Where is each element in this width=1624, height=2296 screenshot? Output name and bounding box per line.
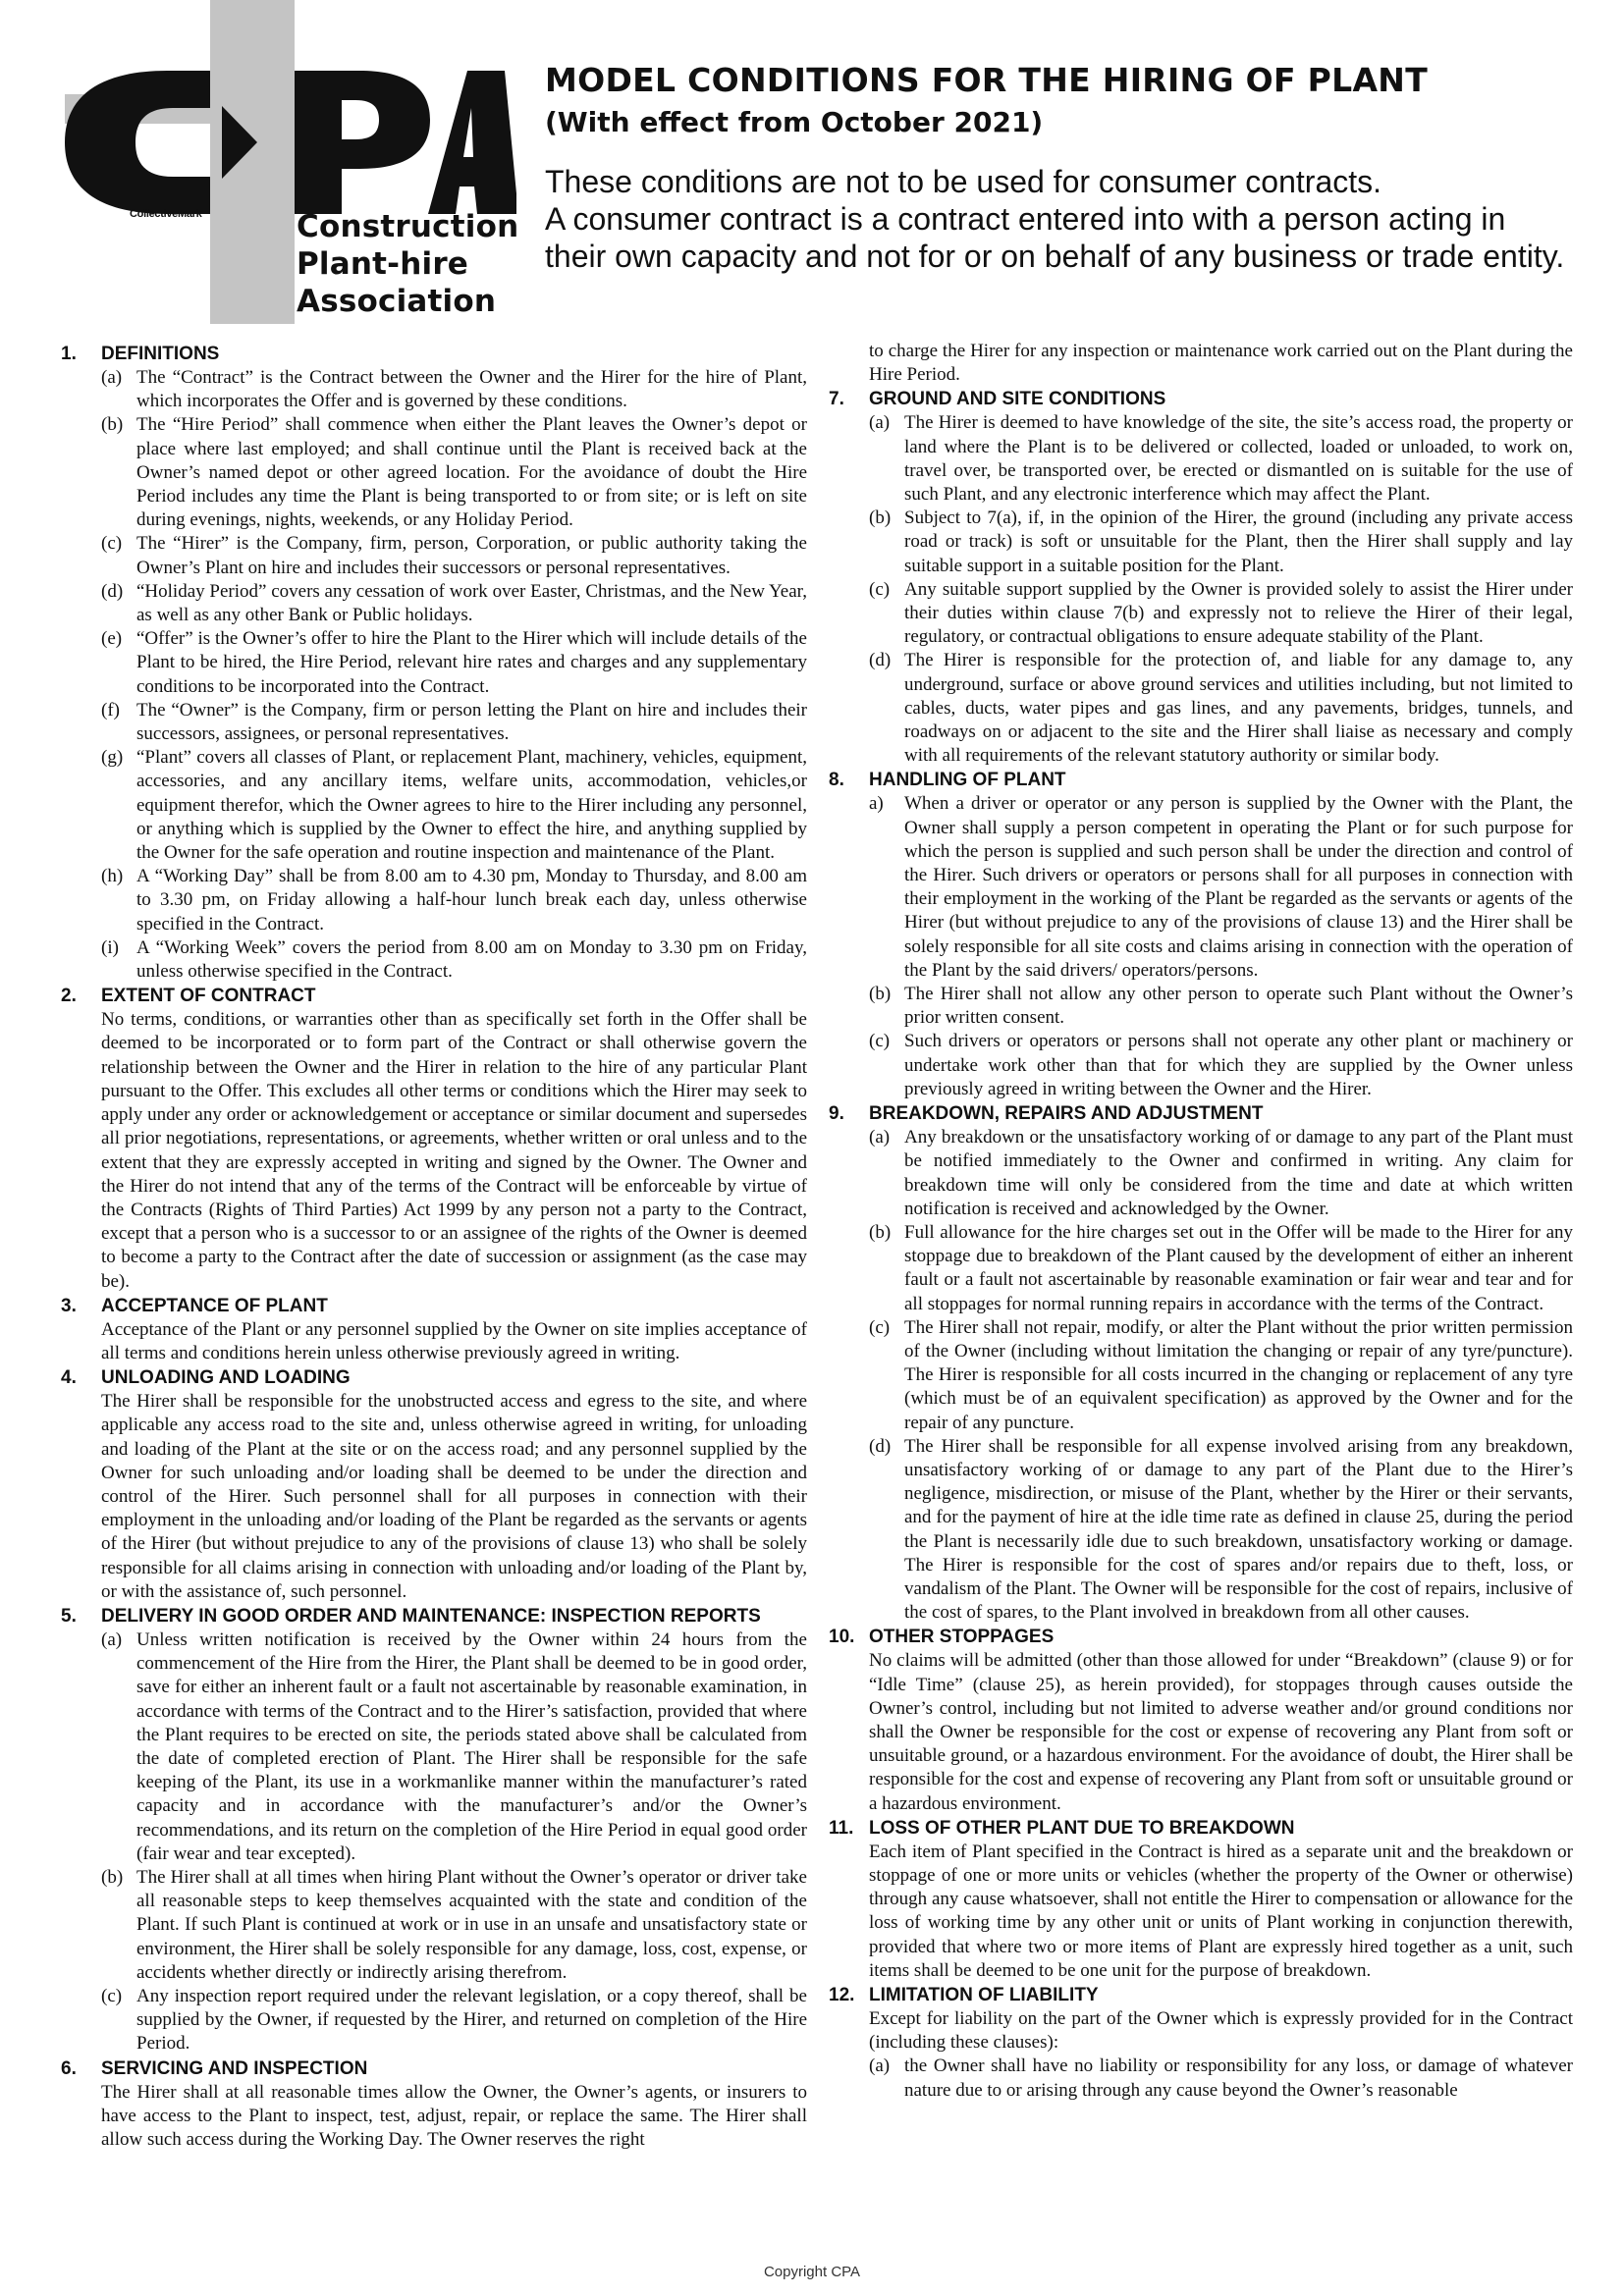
section-heading: 1. DEFINITIONS [61, 344, 220, 364]
section-heading: 5. DELIVERY IN GOOD ORDER AND MAINTENANCE: INSPECTION REPORTS [61, 1605, 761, 1627]
section-heading: 3. ACCEPTANCE OF PLANT [61, 1295, 328, 1316]
clause-item: (d) The Hirer is responsible for the protection of, and liable for any damage to, any underground, surface or above ground services and utilities including, but not limited to cables, ducts, water pipes and gas lines, and any pavements, bridges, tunnels, and roadways on or adjacent to the site and the Hirer shall liaise as necessary and comply with all requirements of the relevant statutory authority or similar body. [869, 650, 1573, 767]
association-name [297, 208, 518, 320]
section-body: The Hirer shall at all reasonable times allow the Owner, the Owner’s agents, or insurers to have access to the Plant to inspect, test, adjust, repair, or replace the same. The Hirer shall allow such access during the Working Day. The Owner reserves the right [101, 2081, 807, 2151]
section-heading: 2. EXTENT OF CONTRACT [61, 986, 316, 1007]
left-column [61, 342, 807, 2152]
association-line: Association [297, 284, 497, 319]
collective-mark-text: CollectiveMark [130, 208, 202, 220]
clause-item: (b) Full allowance for the hire charges set out in the Offer will be made to the Hirer for any stoppage due to breakdown of the Plant caused by the development of either an inherent fault or a fault not ascertainable by reasonable examination or fair wear and tear and for all stoppages for normal running repairs in accordance with the terms of the Contract. [869, 1221, 1573, 1314]
clause-item: (b) Subject to 7(a), if, in the opinion of the Hirer, the ground (including any private access road or track) is soft or unsuitable for the Plant, then the Hirer shall supply and lay suitable support in a suitable position for the Plant. [869, 507, 1573, 576]
clause-item: (b) The “Hire Period” shall commence when either the Plant leaves the Owner’s depot or place where last employed; and shall continue until the Plant is received back at the Owner’s named depot or other agreed location. For the avoidance of doubt the Hire Period includes any time the Plant is being transported to or from site; or is left on site during evenings, nights, weekends, or any Holiday Period. [101, 414, 807, 531]
copyright-footer: Copyright CPA [763, 2264, 861, 2280]
section-heading: 11. LOSS OF OTHER PLANT DUE TO BREAKDOWN [829, 1817, 1295, 1839]
clause-item: (c) The “Hirer” is the Company, firm, person, Corporation, or public authority taking the Owner’s Plant on hire and includes their successors or personal representatives. [101, 533, 807, 578]
section-heading: 9. BREAKDOWN, REPAIRS AND ADJUSTMENT [829, 1103, 1264, 1125]
document-title: MODEL CONDITIONS FOR THE HIRING OF PLANT [545, 61, 1429, 99]
clause-item: (h) A “Working Day” shall be from 8.00 am to 4.30 pm, Monday to Thursday, and 8.00 am to 3.30 pm, on Friday allowing a half-hour lunch break each day, unless otherwise specified in the Contract. [101, 866, 807, 934]
section-heading: 10. OTHER STOPPAGES [829, 1627, 1055, 1648]
clause-item: (i) A “Working Week” covers the period from 8.00 am on Monday to 3.30 pm on Friday, unless otherwise specified in the Contract. [101, 936, 807, 983]
clause-item: (e) “Offer” is the Owner’s offer to hire the Plant to the Hirer which will include details of the Plant to be hired, the Hire Period, relevant hire rates and charges and any supplementary conditions to be incorporated into the Contract. [101, 628, 807, 697]
section-body: Each item of Plant specified in the Contract is hired as a separate unit and the breakdown or stoppage of one or more units or vehicles (whether the property of the Owner or otherwise) through any cause whatsoever, shall not entitle the Hirer to compensation or allowance for the loss of working time by any other unit or units of Plant working in conjunction therewith, provided that where two or more items of Plant are expressly hired together as a unit, such items shall be deemed to be one unit for the purpose of breakdown. [869, 1841, 1573, 1981]
clause-item: (a) the Owner shall have no liability or responsibility for any loss, or damage of whatever nature due to or arising through any cause beyond the Owner’s reasonable [869, 2056, 1573, 2101]
section-heading: 12. LIMITATION OF LIABILITY [829, 1985, 1099, 2005]
section-heading: 8. HANDLING OF PLANT [829, 770, 1066, 791]
section-body: Except for liability on the part of the Owner which is expressly provided for in the Contract (including these clauses): [869, 2008, 1573, 2054]
association-line: Plant-hire [297, 246, 469, 282]
clause-item: (c) Any suitable support supplied by the Owner is provided solely to assist the Hirer under their duties within clause 7(b) and expressly not to relieve the Hirer of their legal, regulatory, or contractual obligations to ensure adequate stability of the Plant. [869, 578, 1573, 648]
note-line: their own capacity and not for or on behalf of any business or trade entity. [545, 239, 1565, 274]
association-line: Construction [297, 209, 519, 244]
clause-item: (g) “Plant” covers all classes of Plant, or replacement Plant, machinery, vehicles, equipment, accessories, and any ancillary items, welfare units, accommodation, vehicles,or equipment therefor, which the Owner agrees to hire to the Hirer including any personnel, or anything which is supplied by the Owner to effect the hire, and anything supplied by the Owner for the safe operation and routine inspection and maintenance of the Plant. [101, 747, 807, 864]
section-heading: 6. SERVICING AND INSPECTION [61, 2057, 368, 2079]
cpa-logo [65, 0, 519, 324]
section-body: Acceptance of the Plant or any personnel supplied by the Owner on site implies acceptance of all terms and conditions herein unless otherwise previously agreed in writing. [101, 1318, 807, 1363]
document-subtitle: (With effect from October 2021) [545, 106, 1044, 138]
right-column [829, 340, 1573, 2103]
clause-item: (a) The Hirer is deemed to have knowledge of the site, the site’s access road, the property or land where the Plant is to be delivered or collected, loaded or unloaded, to work on, travel over, be transported over, be erected or dismantled on is suitable for the use of such Plant, and any electronic interference which may affect the Plant. [869, 412, 1573, 506]
section-heading: 7. GROUND AND SITE CONDITIONS [829, 389, 1166, 410]
clause-item: (b) The Hirer shall not allow any other person to operate such Plant without the Owner’s prior written consent. [869, 984, 1573, 1029]
clause-item: (a) Any breakdown or the unsatisfactory working of or damage to any part of the Plant must be notified immediately to the Owner and confirmed in writing. Any claim for breakdown time will only be considered from the time and date at which written notification is received and acknowledged by the Owner. [869, 1127, 1573, 1219]
note-line: These conditions are not to be used for consumer contracts. [545, 164, 1382, 199]
clause-item: (a) The “Contract” is the Contract between the Owner and the Hirer for the hire of Plant, which incorporates the Offer and is governed by these conditions. [101, 367, 807, 412]
clause-item: (c) Any inspection report required under the relevant legislation, or a copy thereof, shall be supplied by the Owner, if requested by the Hirer, and returned on completion of the Hire Period. [101, 1986, 807, 2055]
clause-item: (b) The Hirer shall at all times when hiring Plant without the Owner’s operator or driver take all reasonable steps to keep themselves acquainted with the state and condition of the Plant. If such Plant is continued at work or in use in an unsafe and unsatisfactory state or environment, the Hirer shall be solely responsible for any damage, loss, cost, expense, or accidents whether directly or indirectly arising therefrom. [101, 1866, 807, 1983]
clause-item: a) When a driver or operator or any person is supplied by the Owner with the Plant, the Owner shall supply a person competent in operating the Plant or for such purpose for which the person is supplied and such person shall be under the direction and control of the Hirer. Such drivers or operators or persons shall for all purposes in connection with their employment in the working of the Plant be regarded as the servants or agents of the Hirer (but without prejudice to any of the provisions of clause 13) and the Hirer shall be solely responsible for all site costs and claims arising in connection with the operation of the Plant by the said drivers/ operators/persons. [869, 793, 1573, 981]
section-body: No claims will be admitted (other than those allowed for under “Breakdown” (clause 9) or for “Idle Time” (clause 25), as herein provided), for stoppages through causes outside the Owner’s control, including but not limited to adverse weather and/or ground conditions nor shall the Owner be responsible for the cost or expense of recovering any Plant from soft or unsuitable ground, or a hazardous environment. For the avoidance of doubt, the Hirer shall be responsible for the cost and expense of recovering any Plant from soft or unsuitable ground or a hazardous environment. [869, 1650, 1573, 1814]
clause-item: (f) The “Owner” is the Company, firm or person letting the Plant on hire and includes their successors, assignees, or personal representatives. [101, 699, 807, 745]
consumer-contract-note [545, 163, 1596, 275]
section-body: No terms, conditions, or warranties other than as specifically set forth in the Offer shall be deemed to be incorporated or to form part of the Contract or shall otherwise govern the relationship between the Owner and the Hirer in relation to the hire of any particular Plant pursuant to the Offer. This excludes all other terms or conditions which the Hirer may seek to apply under any order or acknowledgement or acceptance or similar document and supersedes all prior negotiations, representations, or agreements, whether written or oral unless and to the extent that they are expressly accepted in writing and signed by the Owner. The Owner and the Hirer do not intend that any of the terms of the Contract will be enforceable by virtue of the Contracts (Rights of Third Parties) Act 1999 by any person not a party to the Contract, except that a person who is a successor to or an assignee of the rights of the Owner is deemed to become a party to the Contract after the date of succession or assignment (as the case may be). [101, 1009, 807, 1292]
section-heading: 4. UNLOADING AND LOADING [61, 1367, 351, 1389]
section-body: The Hirer shall be responsible for the unobstructed access and egress to the site, and where applicable any access road to the site and, unless otherwise agreed in writing, for unloading and loading of the Plant at the site or on the access road; and any personnel supplied by the Owner for such unloading and/or loading shall be deemed to be under the direction and control of the Hirer. Such personnel shall for all purposes in connection with their employment in the unloading and/or loading of the Plant be regarded as the servants or agents of the Hirer (but without prejudice to any of the provisions of clause 13) who shall be solely responsible for all claims arising in connection with unloading and/or loading of the Plant by, or with the assistance of, such personnel. [101, 1391, 807, 1602]
clause-item: (c) The Hirer shall not repair, modify, or alter the Plant without the prior written permission of the Owner (including without limitation the changing or repair of any tyre/puncture). The Hirer is responsible for all costs incurred in the changing or replacement of any tyre (which must be of an equivalent specification) as approved by the Owner and for the repair of any puncture. [869, 1316, 1573, 1433]
clause-item: (c) Such drivers or operators or persons shall not operate any other plant or machinery or undertake work other than that for which they are supplied by the Owner unless previously agreed in writing between the Owner and the Hirer. [869, 1031, 1573, 1099]
continued-text: to charge the Hirer for any inspection or maintenance work carried out on the Plant during the Hire Period. [869, 341, 1573, 386]
note-line: A consumer contract is a contract entered into with a person acting in [545, 201, 1506, 237]
clause-item: (a) Unless written notification is received by the Owner within 24 hours from the commencement of the Hire from the Hirer, the Plant shall be deemed to be in good order, save for either an inherent fault or a fault not ascertainable by reasonable examination, in accordance with terms of the Contract and to the Hirer’s satisfaction, provided that where the Plant requires to be erected on site, the periods stated above shall be calculated from the date of completed erection of Plant. The Hirer shall be responsible for the safe keeping of the Plant, its use in a workmanlike manner within the manufacturer’s rated capacity and in accordance with the manufacturer’s and/or the Owner’s recommendations, and its return on the completion of the Hire Period in equal good order (fair wear and tear excepted). [101, 1629, 807, 1864]
clause-item: (d) The Hirer shall be responsible for all expense involved arising from any breakdown, unsatisfactory working of or damage to any part of the Plant due to the Hirer’s negligence, misdirection, or misuse of the Plant, whether by the Hirer or their servants, and for the payment of hire at the idle time rate as defined in clause 25, during the period the Plant is necessarily idle due to such breakdown, unsatisfactory working or damage. The Hirer is responsible for the cost of spares and/or repairs due to theft, loss, or vandalism of the Plant. The Owner will be responsible for the cost of repairs, inclusive of the cost of spares, to the Plant involved in breakdown from all other causes. [869, 1435, 1573, 1624]
clause-item: (d) “Holiday Period” covers any cessation of work over Easter, Christmas, and the New Year, as well as any other Bank or Public holidays. [101, 580, 807, 626]
